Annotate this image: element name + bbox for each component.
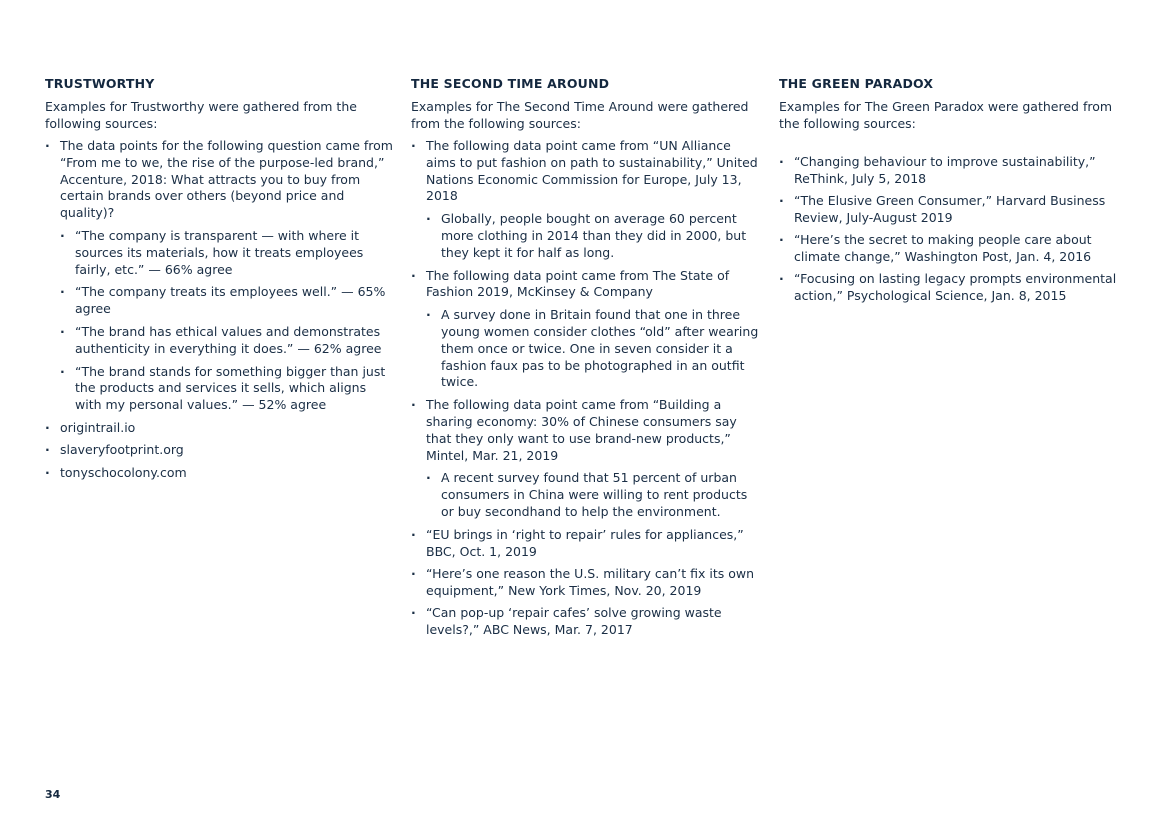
sub-list-item: · Globally, people bought on average 60 percent more clothing in 2014 than they did in 2000, but they kept it for half as long. xyxy=(426,211,763,261)
list-item xyxy=(411,605,763,639)
sub-list-item: · A survey done in Britain found that one in three young women consider clothes “old” after wearing them once or twice. One in seven consider it a fashion faux pas to be photographed in an outfit twice. xyxy=(426,307,763,391)
list-item-text: “Can pop-up ‘repair cafes’ solve growing waste levels?,” ABC News, Mar. 7, 2017 xyxy=(426,604,722,637)
list-item-text: The data points for the following question came from “From me to we, the rise of the purpose-led brand,” Accenture, 2018: What attracts you to buy from certain brands over others (beyond price and quality)? xyxy=(60,138,393,221)
list-item xyxy=(779,232,1124,266)
list-item-text: origintrail.io xyxy=(60,419,136,435)
page-number: 34 xyxy=(45,788,61,801)
list-item xyxy=(411,566,763,600)
list-item xyxy=(779,193,1124,227)
source-list xyxy=(45,138,395,481)
list-item xyxy=(45,442,395,459)
sub-list-item: · “The brand has ethical values and demonstrates authenticity in everything it does.” — 62% agree xyxy=(60,324,395,358)
list-item-text: The following data point came from The State of Fashion 2019, McKinsey & Company xyxy=(426,267,730,300)
section-heading: THE GREEN PARADOX xyxy=(779,76,934,91)
list-item xyxy=(779,154,1124,188)
sub-list xyxy=(426,211,763,261)
sub-list-item: · A recent survey found that 51 percent of urban consumers in China were willing to rent products or buy secondhand to help the environment. xyxy=(426,470,763,520)
list-item xyxy=(779,271,1124,305)
list-item-text: “Here’s one reason the U.S. military can’t fix its own equipment,” New York Times, Nov. 20, 2019 xyxy=(426,565,755,598)
column-trustworthy xyxy=(45,76,395,487)
section-intro: Examples for The Green Paradox were gathered from the following sources: xyxy=(779,99,1113,131)
sub-list-item: · “The brand stands for something bigger than just the products and services it sells, which aligns with my personal values.” — 52% agree xyxy=(60,364,395,414)
list-item-text: slaveryfootprint.org xyxy=(60,442,184,458)
source-list xyxy=(779,154,1124,305)
list-item xyxy=(411,268,763,392)
sub-list-item: · “The company is transparent — with where it sources its materials, how it treats employees fairly, etc.” — 66% agree xyxy=(60,228,395,278)
list-item xyxy=(411,397,763,521)
list-item-text: “Here’s the secret to making people care about climate change,” Washington Post, Jan. 4, 2016 xyxy=(794,232,1092,264)
section-intro: Examples for The Second Time Around were gathered from the following sources: xyxy=(411,99,749,131)
section-heading: THE SECOND TIME AROUND xyxy=(411,76,610,91)
column-second-time-around xyxy=(411,76,763,644)
source-list xyxy=(411,138,763,639)
column-green-paradox xyxy=(779,76,1124,310)
list-item-text: “EU brings in ‘right to repair’ rules for appliances,” BBC, Oct. 1, 2019 xyxy=(426,526,744,559)
list-item-text: “Focusing on lasting legacy prompts environmental action,” Psychological Science, Jan. 8, 2015 xyxy=(794,271,1117,304)
list-item xyxy=(45,420,395,437)
list-item-text: The following data point came from “UN Alliance aims to put fashion on path to sustainability,” United Nations Economic Commission for Europe, July 13, 2018 xyxy=(426,138,758,204)
list-item xyxy=(45,465,395,482)
sub-list xyxy=(60,228,395,414)
section-intro: Examples for Trustworthy were gathered from the following sources: xyxy=(45,99,357,131)
list-item-text: The following data point came from “Building a sharing economy: 30% of Chinese consumers say that they only want to use brand-new products,” Mintel, Mar. 21, 2019 xyxy=(426,397,737,463)
list-item xyxy=(411,527,763,561)
sub-list xyxy=(426,307,763,391)
sub-list xyxy=(426,470,763,520)
list-item-text: “Changing behaviour to improve sustainability,” ReThink, July 5, 2018 xyxy=(794,154,1096,186)
section-heading: TRUSTWORTHY xyxy=(45,76,155,91)
list-item xyxy=(411,138,763,262)
list-item-text: tonyschocolony.com xyxy=(60,464,187,480)
list-item-text: “The Elusive Green Consumer,” Harvard Business Review, July-August 2019 xyxy=(794,193,1106,225)
sub-list-item: · “The company treats its employees well.” — 65% agree xyxy=(60,284,395,318)
list-item xyxy=(45,138,395,414)
